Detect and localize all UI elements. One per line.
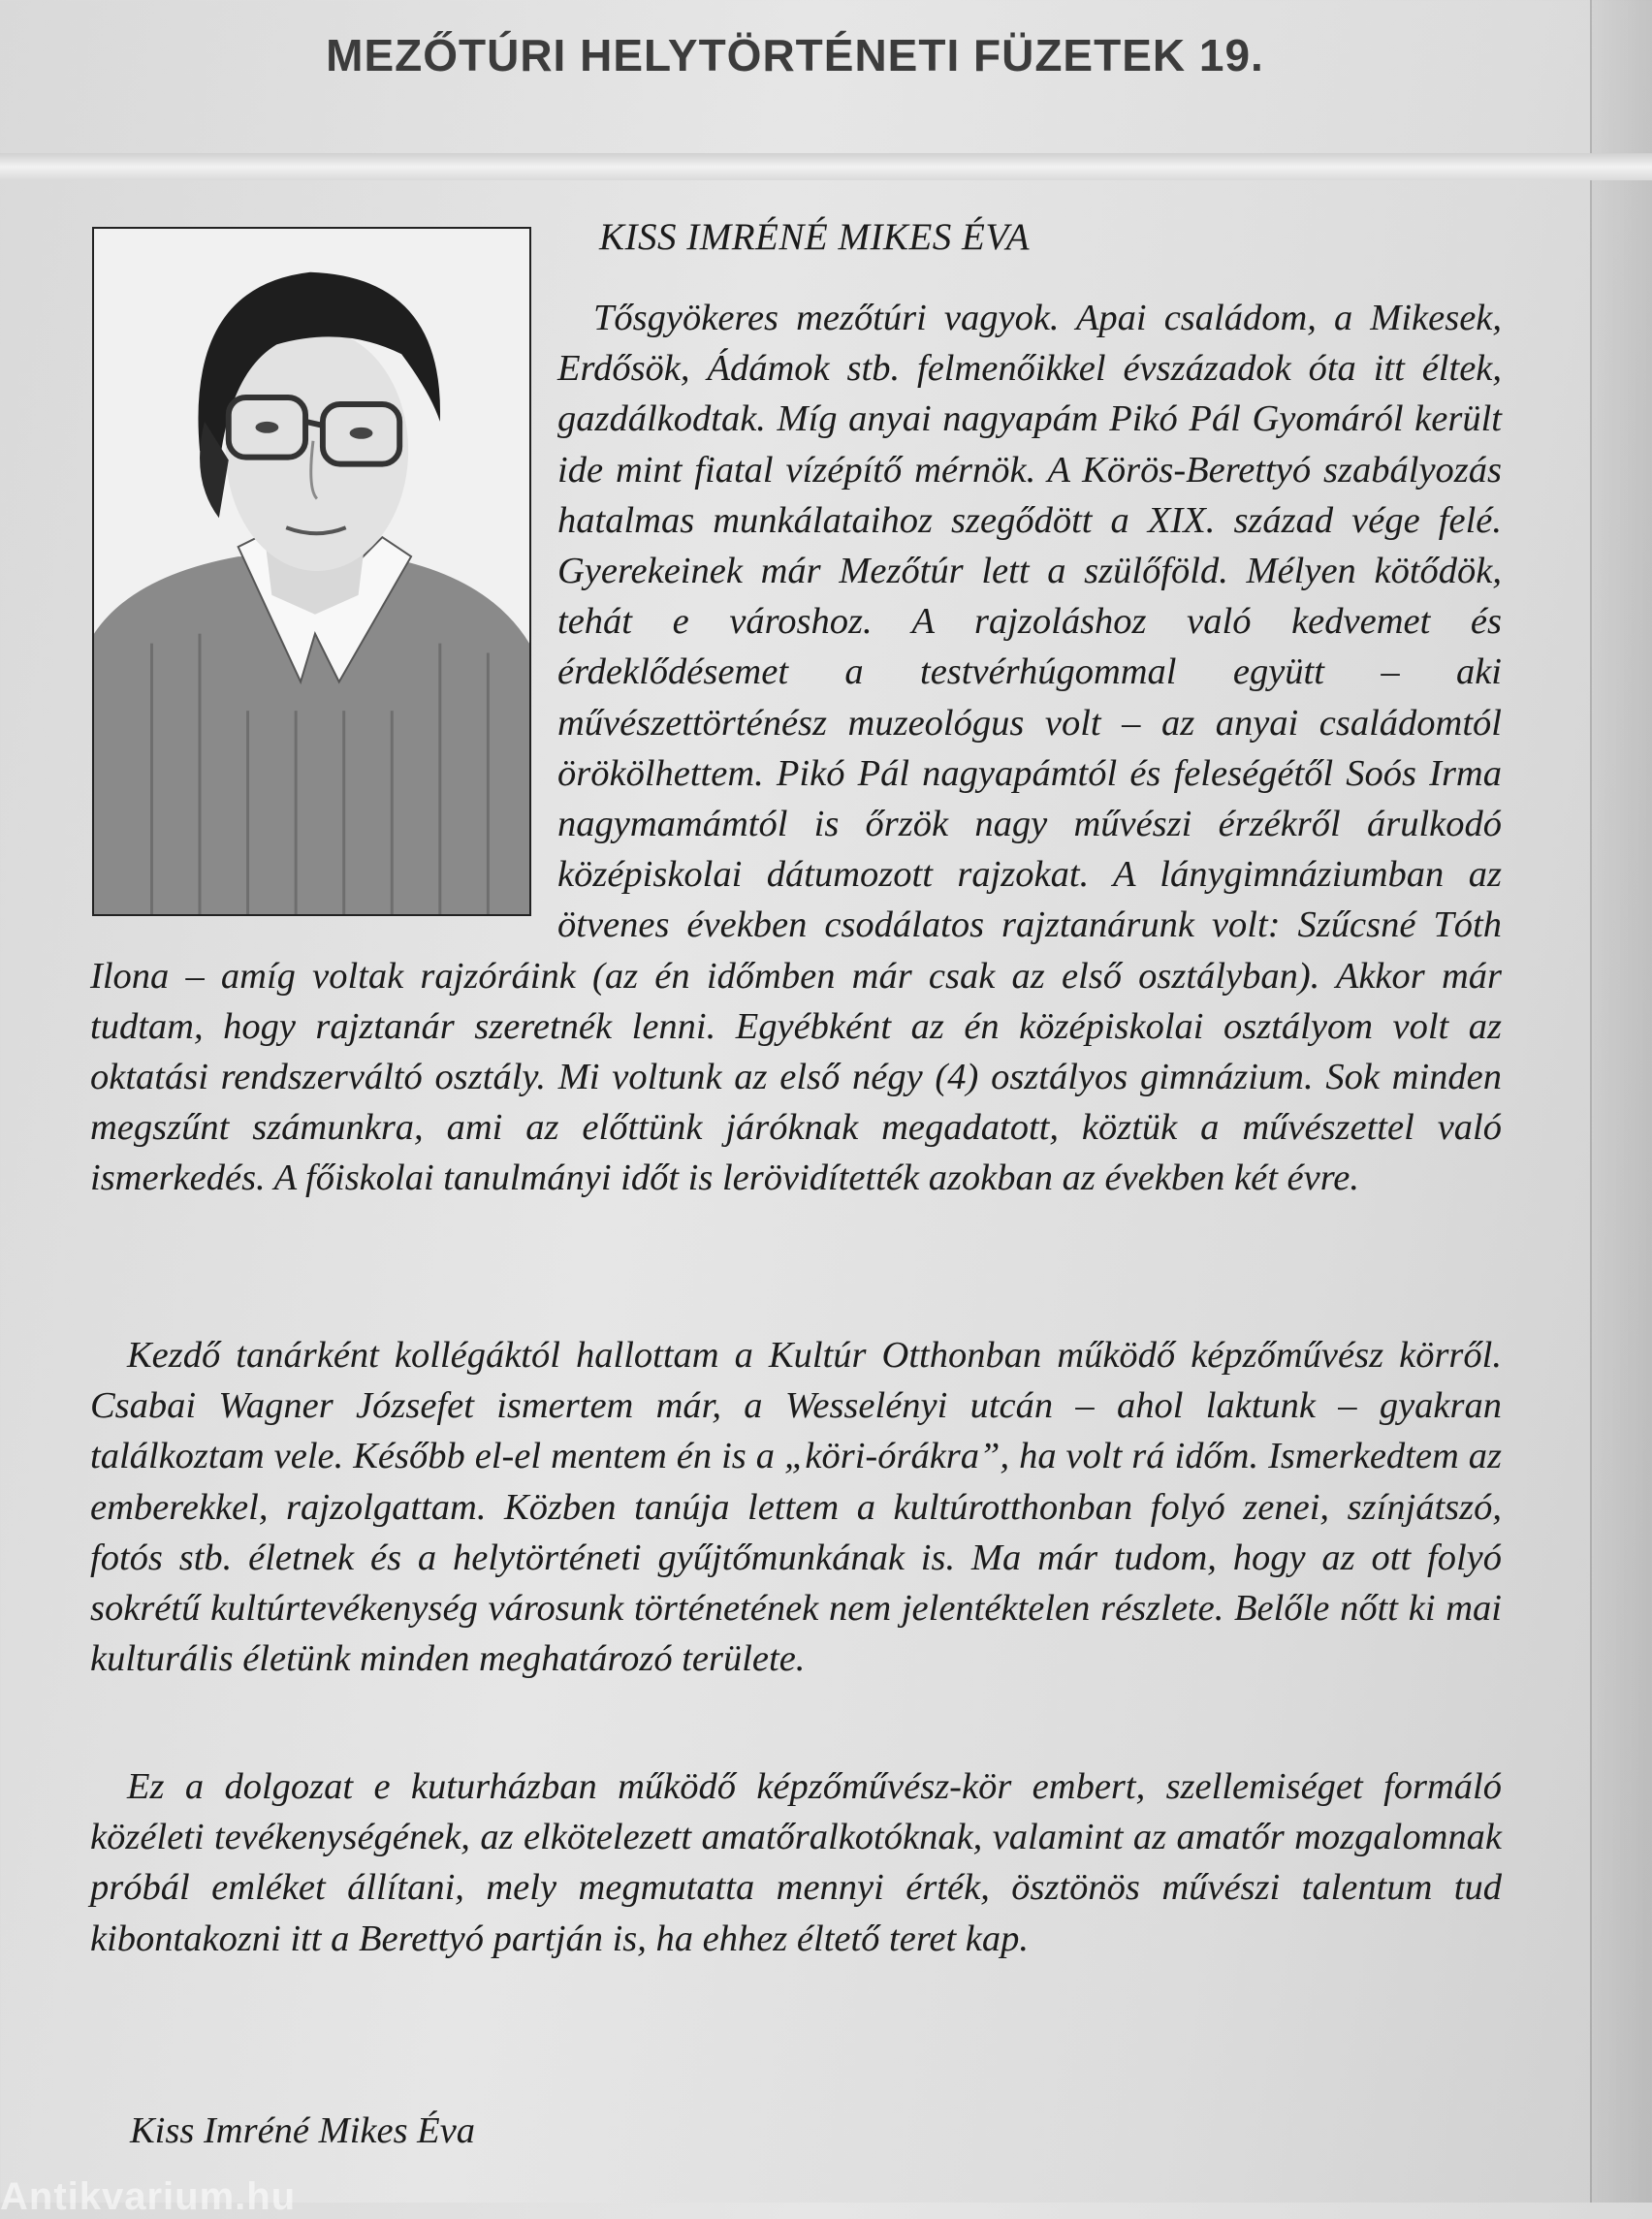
paragraph-1-text: Tősgyökeres mezőtúri vagyok. Apai családom, a Mikesek, Erdősök, Ádámok stb. felmenőikkel évszázadok óta itt éltek, gazdálkodtak. Míg anyai nagyapám Pikó Pál Gyomáról került ide mint fiatal vízépítő mérnök. A Körös-Berettyó szabályozás hatalmas munkálataihoz szegődött a XIX. század vége felé. Gyerekeinek már Mezőtúr lett a szülőföld. Mélyen kötődök, tehát e városhoz. A rajzoláshoz való kedvemet és érdeklődésemet a testvérhúgommal együtt – aki művészettörténész muzeológus volt – az anyai családomtól örökölhettem. Pikó Pál nagyapámtól és feleségétől Soós Irma nagymamámtól is őrzök nagy művészi érzékről árulkodó középiskolai dátumozott rajzokat. A lánygimnáziumban az ötvenes években csodálatos rajztanárunk volt: Szűcsné Tóth Ilona – amíg voltak rajzóráink (az én időmben már csak az első osztályban). Akkor már tudtam, hogy rajztanár szeretnék lenni. Egyébként az én középiskolai osztályom volt az oktatási rendszerváltó osztály. Mi voltunk az első négy (4) osztályos gimnázium. Sok minden megszűnt számunkra, ami az előttünk járóknak megadatott, köztük a művészettel való ismerkedés. A főiskolai tanulmányi időt is lerövidítették azokban az években két évre.	[90, 298, 1502, 1199]
header-divider	[0, 153, 1652, 180]
paragraph-2: Kezdő tanárként kollégáktól hallottam a Kultúr Otthonban működő képzőművész körről. Csabai Wagner Józsefet ismertem már, a Wesselényi utcán – ahol laktunk – gyakran találkoztam vele. Később el-el mentem én is a „köri-órákra”, ha volt rá időm. Ismerkedtem az emberekkel, rajzolgattam. Közben tanúja lettem a kultúrotthonban folyó zenei, színjátszó, fotós stb. életnek és a helytörténeti gyűjtőmunkának is. Ma már tudom, hogy az ott folyó sokrétű kultúrtevékenység városunk történetének nem jelentéktelen részlete. Belőle nőtt ki mai kulturális életünk minden meghatározó területe.	[90, 1335, 1502, 1680]
series-title: MEZŐTÚRI HELYTÖRTÉNETI FÜZETEK 19.	[326, 30, 1264, 80]
paragraph-1-block	[90, 293, 1502, 1204]
watermark: Antikvarium.hu	[0, 2175, 297, 2218]
page-fold-shadow	[1590, 0, 1652, 2203]
author-signature: Kiss Imréné Mikes Éva	[130, 2110, 476, 2151]
author-heading: KISS IMRÉNÉ MIKES ÉVA	[599, 216, 1031, 258]
paragraph-3: Ez a dolgozat e kuturházban működő képzőművész-kör embert, szellemiséget formáló közéleti tevékenységének, az elkötelezett amatőralkotóknak, valamint az amatőr mozgalomnak próbál emléket állítani, mely megmutatta mennyi érték, ösztönös művészi talentum tud kibontakozni itt a Berettyó partján is, ha ehhez éltető teret kap.	[90, 1766, 1502, 1959]
portrait-float-spacer	[90, 293, 557, 921]
